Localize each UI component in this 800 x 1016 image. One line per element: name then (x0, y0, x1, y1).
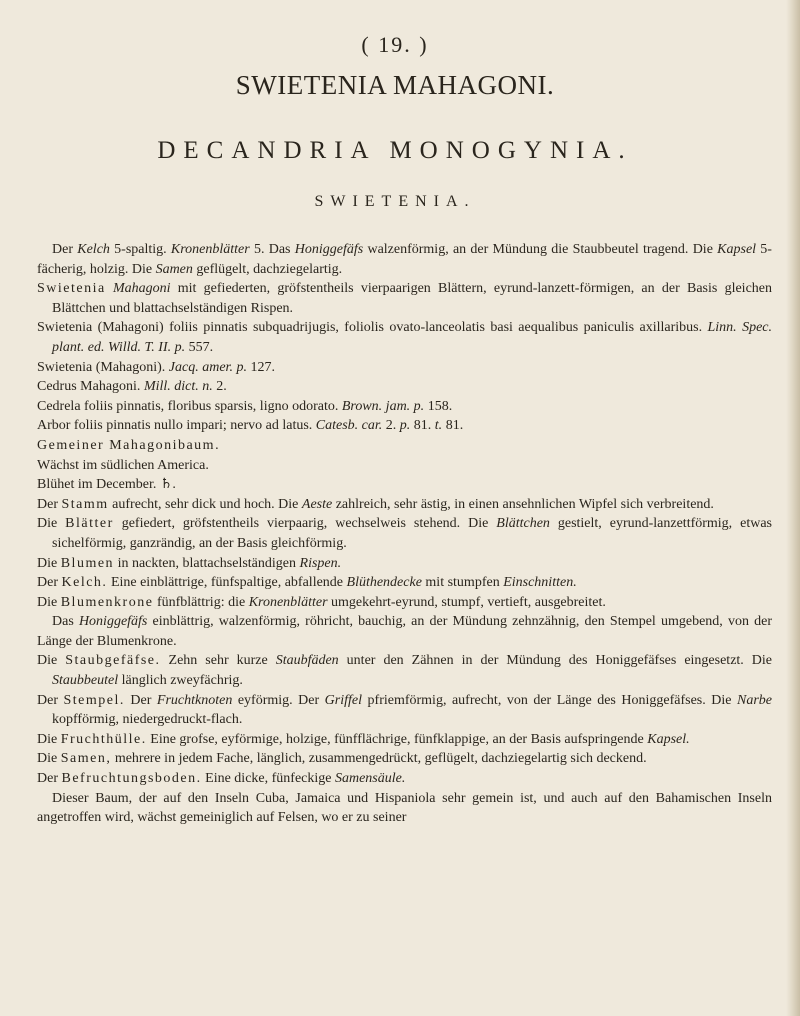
paragraph (37, 789, 772, 828)
text-run: Zehn sehr kurze (160, 653, 276, 669)
italic-term: Narbe (736, 692, 772, 708)
page-edge (786, 0, 800, 1016)
text-run: Die (37, 751, 61, 767)
italic-term: Kapsel (717, 242, 757, 257)
class-heading: DECANDRIA MONOGYNIA. (157, 137, 633, 164)
paragraph (37, 240, 772, 279)
text-run: Eine einblättrige, fünfspaltige, abfallende (107, 575, 347, 591)
text-run: 81. (442, 418, 464, 434)
italic-term: Kapsel. (647, 731, 690, 747)
italic-term: t. (434, 418, 443, 434)
text-run: 5-spaltig. (109, 242, 171, 257)
text-run: länglich zweyfächrig. (118, 673, 243, 689)
text-run: Blühet im December. ♄. (37, 477, 176, 493)
italic-term: Mahagoni (112, 281, 171, 297)
italic-term: Linn. Spec. plant. ed. Willd. T. II. p. (52, 320, 772, 355)
text-run: aufrecht, sehr dick und hoch. Die (108, 496, 302, 512)
italic-term: Einschnitten. (503, 575, 577, 591)
text-run: 5. Das (249, 242, 295, 257)
spaced-term: Swietenia (37, 281, 106, 297)
paragraph (37, 475, 772, 495)
paragraph (37, 651, 772, 690)
italic-term: Samensäule. (334, 771, 406, 787)
italic-term: Brown. jam. p. (341, 398, 425, 414)
italic-term: Blüthendecke (346, 575, 422, 591)
text-run: Swietenia (Mahagoni) foliis pinnatis subquadrijugis, foliolis ovato-lanceolatis basi aequalibus paniculis axillaribus. (37, 320, 708, 336)
italic-term: Staubbeutel (52, 673, 119, 689)
text-run: umgekehrt-eyrund, stumpf, vertieft, ausgebreitet. (327, 594, 606, 610)
text-run: Die (37, 516, 66, 532)
spaced-term: Befruchtungsboden. (61, 771, 202, 787)
paragraph (37, 573, 772, 593)
spaced-term: Blätter (65, 516, 114, 532)
text-run: Swietenia (Mahagoni). (37, 359, 169, 375)
spaced-term: Samen, (60, 751, 112, 767)
text-run: Der (37, 496, 62, 512)
text-run: 158. (424, 398, 453, 414)
paragraph (37, 612, 772, 651)
text-run: mit stumpfen (421, 575, 504, 591)
text-run: eyförmig. Der (232, 692, 325, 708)
text-run: gestielt, eyrund-lanzettförmig, etwas sichelförmig, ganzrändig, an der Basis gleichförmig. (52, 516, 772, 551)
genus-heading: SWIETENIA. (314, 193, 476, 210)
italic-term: Kelch (77, 242, 110, 257)
text-run: Der (37, 771, 62, 787)
text-run: Die (37, 731, 61, 747)
text-run: Eine grofse, eyförmige, holzige, fünfflächrige, fünfklappige, an der Basis aufspringende (146, 731, 648, 747)
italic-term: Jacq. amer. p. (168, 359, 247, 375)
text-run: Der (52, 242, 78, 257)
text-run: Die (37, 653, 66, 669)
spaced-term: Blumen (60, 555, 115, 571)
paragraph (37, 514, 772, 553)
spaced-term: Blumenkrone (60, 594, 154, 610)
paragraph (37, 769, 772, 789)
text-run (106, 281, 113, 296)
italic-term: Honiggefäfs (294, 242, 364, 257)
text-run: 127. (246, 359, 275, 375)
text-run: geflügelt, dachziegelartig. (192, 261, 343, 277)
italic-term: Catesb. car. (315, 418, 383, 434)
text-run: Cedrela foliis pinnatis, floribus sparsis, ligno odorato. (37, 398, 342, 414)
text-run: Das (52, 614, 79, 630)
paragraph (37, 691, 772, 730)
text-run: Arbor foliis pinnatis nullo impari; nervo ad latus. (37, 418, 316, 434)
text-run: Der (37, 692, 64, 708)
text-run: gefiedert, gröfstentheils vierpaarig, wechselweis stehend. Die (113, 516, 497, 532)
paragraph (37, 730, 772, 750)
text-run: 5-fächerig, holzig. Die (37, 242, 772, 277)
paragraph (37, 749, 772, 769)
italic-term: Kronenblätter (170, 242, 250, 257)
paragraph (37, 318, 772, 357)
spaced-term: Stamm (61, 496, 109, 512)
spaced-term: Stempel. (63, 692, 125, 708)
paragraph (37, 416, 772, 436)
paragraph (37, 593, 772, 613)
text-run: Die (37, 594, 61, 610)
italic-term: p. (399, 418, 411, 434)
italic-term: Fruchtknoten (156, 692, 233, 708)
text-run: Der (124, 692, 157, 708)
text-run: Wächst im südlichen America. (37, 457, 209, 473)
text-run: pfriemförmig, aufrecht, von der Länge des Honiggefäfses. Die (362, 692, 737, 708)
text-run: walzenförmig, an der Mündung die Staubbeutel tragend. Die (363, 242, 718, 257)
text-run: 81. (410, 418, 435, 434)
text-run: 557. (185, 339, 214, 355)
paragraph (37, 358, 772, 378)
italic-term: Griffel (324, 692, 363, 708)
spaced-term: Staubgefäfse. (65, 653, 161, 669)
text-run: mehrere in jedem Fache, länglich, zusammengedrückt, geflügelt, dachziegelartig sich deckend. (111, 751, 647, 767)
text-run: Dieser Baum, der auf den Inseln Cuba, Jamaica und Hispaniola sehr gemein ist, und auch auf den Bahamischen Inseln angetroffen wird, wächst gemeiniglich auf Felsen, wo er zu seiner (37, 790, 772, 826)
spaced-term: Fruchthülle. (60, 731, 147, 747)
spaced-term: Kelch. (61, 575, 108, 591)
italic-term: Samen (155, 261, 193, 277)
paragraph (37, 397, 772, 417)
italic-term: Blättchen (496, 516, 550, 532)
text-run: fünfblättrig: die (153, 594, 249, 610)
italic-term: Aeste (301, 496, 333, 512)
page-title: SWIETENIA MAHAGONI. (235, 70, 555, 100)
italic-term: Rispen. (299, 555, 342, 571)
paragraph (37, 554, 772, 574)
paragraph (37, 279, 772, 318)
italic-term: Kronenblätter (248, 594, 328, 610)
text-run: kopfförmig, niedergedruckt-flach. (52, 712, 243, 728)
italic-term: Staubfäden (275, 653, 339, 669)
text-run: Cedrus Mahagoni. (37, 379, 144, 395)
text-run: unter den Zähnen in der Mündung des Honiggefäfses eingesetzt. Die (338, 653, 772, 669)
text-run: Der (37, 575, 62, 591)
paragraph (37, 377, 772, 397)
text-run: 2. (382, 418, 400, 434)
page-number: ( 19. ) (361, 32, 429, 57)
text-run: mit gefiederten, gröfstentheils vierpaarigen Blättern, eyrund-lanzett-förmigen, an der Basis gleichen Blättchen und blattachselständigen Rispen. (52, 281, 772, 316)
text-run: in nackten, blattachselständigen (114, 555, 300, 571)
italic-term: Mill. dict. n. (143, 379, 213, 395)
text-run: Die (37, 555, 61, 571)
text-run: 2. (212, 379, 227, 395)
spaced-term: Gemeiner Mahagonibaum. (37, 437, 221, 453)
paragraph (37, 495, 772, 515)
italic-term: Honiggefäfs (78, 614, 148, 630)
text-run: einblättrig, walzenförmig, röhricht, bauchig, an der Mündung zehnzähnig, den Stempel umgebend, von der Länge der Blumenkrone. (37, 614, 772, 649)
paragraph (37, 436, 772, 456)
text-run: Eine dicke, fünfeckige (201, 771, 335, 787)
text-run: zahlreich, sehr ästig, in einen ansehnlichen Wipfel sich verbreitend. (332, 496, 714, 512)
body-text (37, 240, 772, 828)
paragraph (37, 456, 772, 476)
